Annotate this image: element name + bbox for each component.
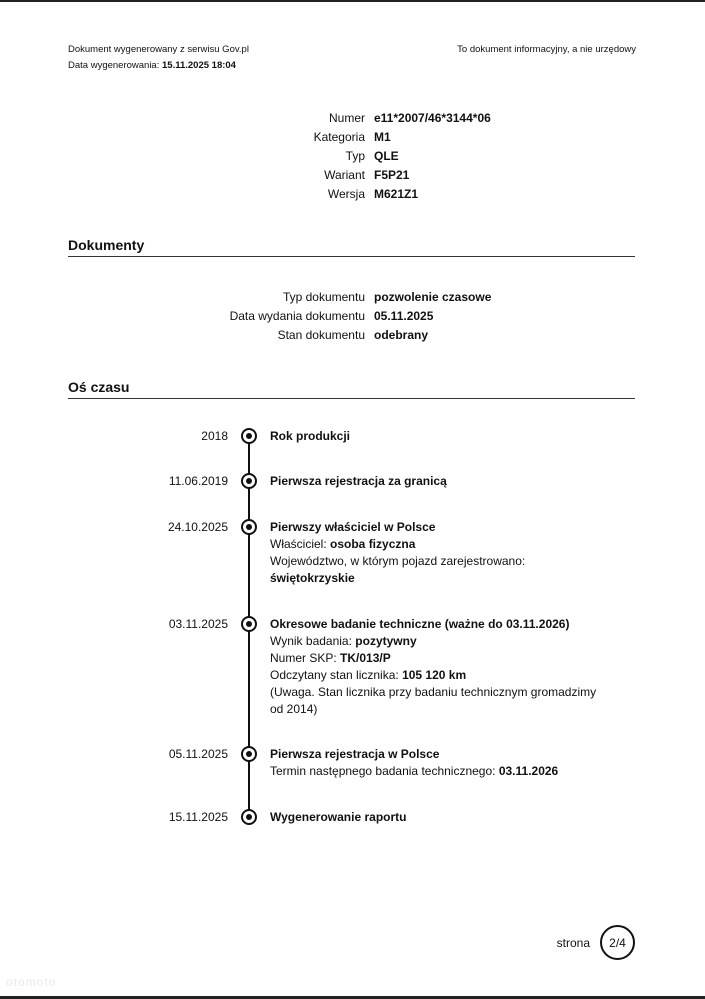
timeline-event bbox=[270, 809, 610, 826]
vehicle-row-kategoria bbox=[165, 128, 491, 147]
timeline-event-detail: Wynik badania: pozytywny bbox=[270, 634, 417, 648]
vehicle-value: QLE bbox=[374, 149, 399, 163]
documents-section-title: Dokumenty bbox=[68, 237, 635, 257]
page-label: strona bbox=[556, 935, 590, 950]
generated-from-text: Dokument wygenerowany z serwisu Gov.pl bbox=[68, 44, 249, 55]
document-label: Typ dokumentu bbox=[282, 290, 365, 304]
watermark: otomoto bbox=[6, 975, 57, 989]
document-label: Stan dokumentu bbox=[277, 328, 365, 342]
timeline-section-title: Oś czasu bbox=[68, 379, 635, 399]
timeline-date: 03.11.2025 bbox=[168, 617, 228, 631]
header-disclaimer: To dokument informacyjny, a nie urzędowy bbox=[457, 44, 636, 55]
vehicle-label: Numer bbox=[328, 111, 365, 125]
timeline-dot-icon bbox=[241, 746, 257, 762]
generated-date-label: Data wygenerowania: bbox=[68, 60, 160, 71]
timeline-date: 05.11.2025 bbox=[168, 747, 228, 761]
document-value: pozwolenie czasowe bbox=[374, 290, 492, 304]
document-row-issue-date bbox=[165, 307, 491, 326]
timeline-date: 24.10.2025 bbox=[167, 520, 228, 534]
generated-date-line bbox=[68, 58, 249, 74]
timeline-event bbox=[270, 473, 610, 490]
timeline-event-detail: Termin następnego badania technicznego: 03.11.2026 bbox=[270, 764, 559, 778]
timeline-event-title: Wygenerowanie raportu bbox=[270, 810, 407, 824]
timeline-event-detail: świętokrzyskie bbox=[270, 571, 355, 585]
vehicle-value: e11*2007/46*3144*06 bbox=[374, 111, 491, 125]
timeline-event bbox=[270, 616, 610, 718]
timeline-dot-icon bbox=[241, 473, 257, 489]
vehicle-row-numer bbox=[165, 109, 491, 128]
vehicle-info bbox=[165, 109, 491, 204]
generated-date-value: 15.11.2025 18:04 bbox=[162, 60, 236, 71]
header-generation-info bbox=[68, 42, 249, 74]
timeline-event bbox=[270, 519, 610, 587]
documents-info bbox=[165, 288, 491, 345]
vehicle-row-typ bbox=[165, 147, 491, 166]
page-indicator bbox=[557, 925, 635, 960]
top-border bbox=[0, 0, 705, 2]
timeline-dot-icon bbox=[241, 428, 257, 444]
vehicle-value: M1 bbox=[374, 130, 391, 144]
document-row-type bbox=[165, 288, 491, 307]
timeline-event-detail: (Uwaga. Stan licznika przy badaniu technicznym gromadzimy od 2014) bbox=[270, 685, 597, 716]
document-value: 05.11.2025 bbox=[374, 309, 434, 323]
timeline-date: 2018 bbox=[201, 429, 228, 443]
vehicle-row-wersja bbox=[165, 185, 491, 204]
timeline-event-detail: Właściciel: osoba fizyczna bbox=[270, 537, 416, 551]
timeline-event-title: Pierwsza rejestracja w Polsce bbox=[270, 747, 440, 761]
timeline-dot-icon bbox=[241, 519, 257, 535]
document-value: odebrany bbox=[374, 328, 429, 342]
vehicle-label: Wariant bbox=[324, 168, 365, 182]
timeline-dot-icon bbox=[241, 616, 257, 632]
vehicle-row-wariant bbox=[165, 166, 491, 185]
vehicle-label: Typ bbox=[345, 149, 365, 163]
timeline-event-title: Rok produkcji bbox=[270, 429, 351, 443]
timeline-event-detail: Województwo, w którym pojazd zarejestrowano: bbox=[270, 554, 526, 568]
timeline-event-detail: Odczytany stan licznika: 105 120 km bbox=[270, 668, 467, 682]
vehicle-value: M621Z1 bbox=[374, 187, 419, 201]
timeline-date: 11.06.2019 bbox=[168, 474, 228, 488]
timeline-event-detail: Numer SKP: TK/013/P bbox=[270, 651, 391, 665]
page-number-badge: 2/4 bbox=[600, 925, 635, 960]
timeline-event-title: Okresowe badanie techniczne (ważne do 03.11.2026) bbox=[270, 617, 570, 631]
timeline-dot-icon bbox=[241, 809, 257, 825]
timeline-event bbox=[270, 746, 610, 780]
vehicle-label: Wersja bbox=[327, 187, 365, 201]
timeline-event-title: Pierwsza rejestracja za granicą bbox=[270, 474, 447, 488]
timeline-event-title: Pierwszy właściciel w Polsce bbox=[270, 520, 436, 534]
vehicle-value: F5P21 bbox=[374, 168, 410, 182]
timeline-event bbox=[270, 428, 610, 445]
document-row-status bbox=[165, 326, 491, 345]
timeline-date: 15.11.2025 bbox=[168, 810, 228, 824]
document-label: Data wydania dokumentu bbox=[229, 309, 365, 323]
vehicle-label: Kategoria bbox=[313, 130, 365, 144]
